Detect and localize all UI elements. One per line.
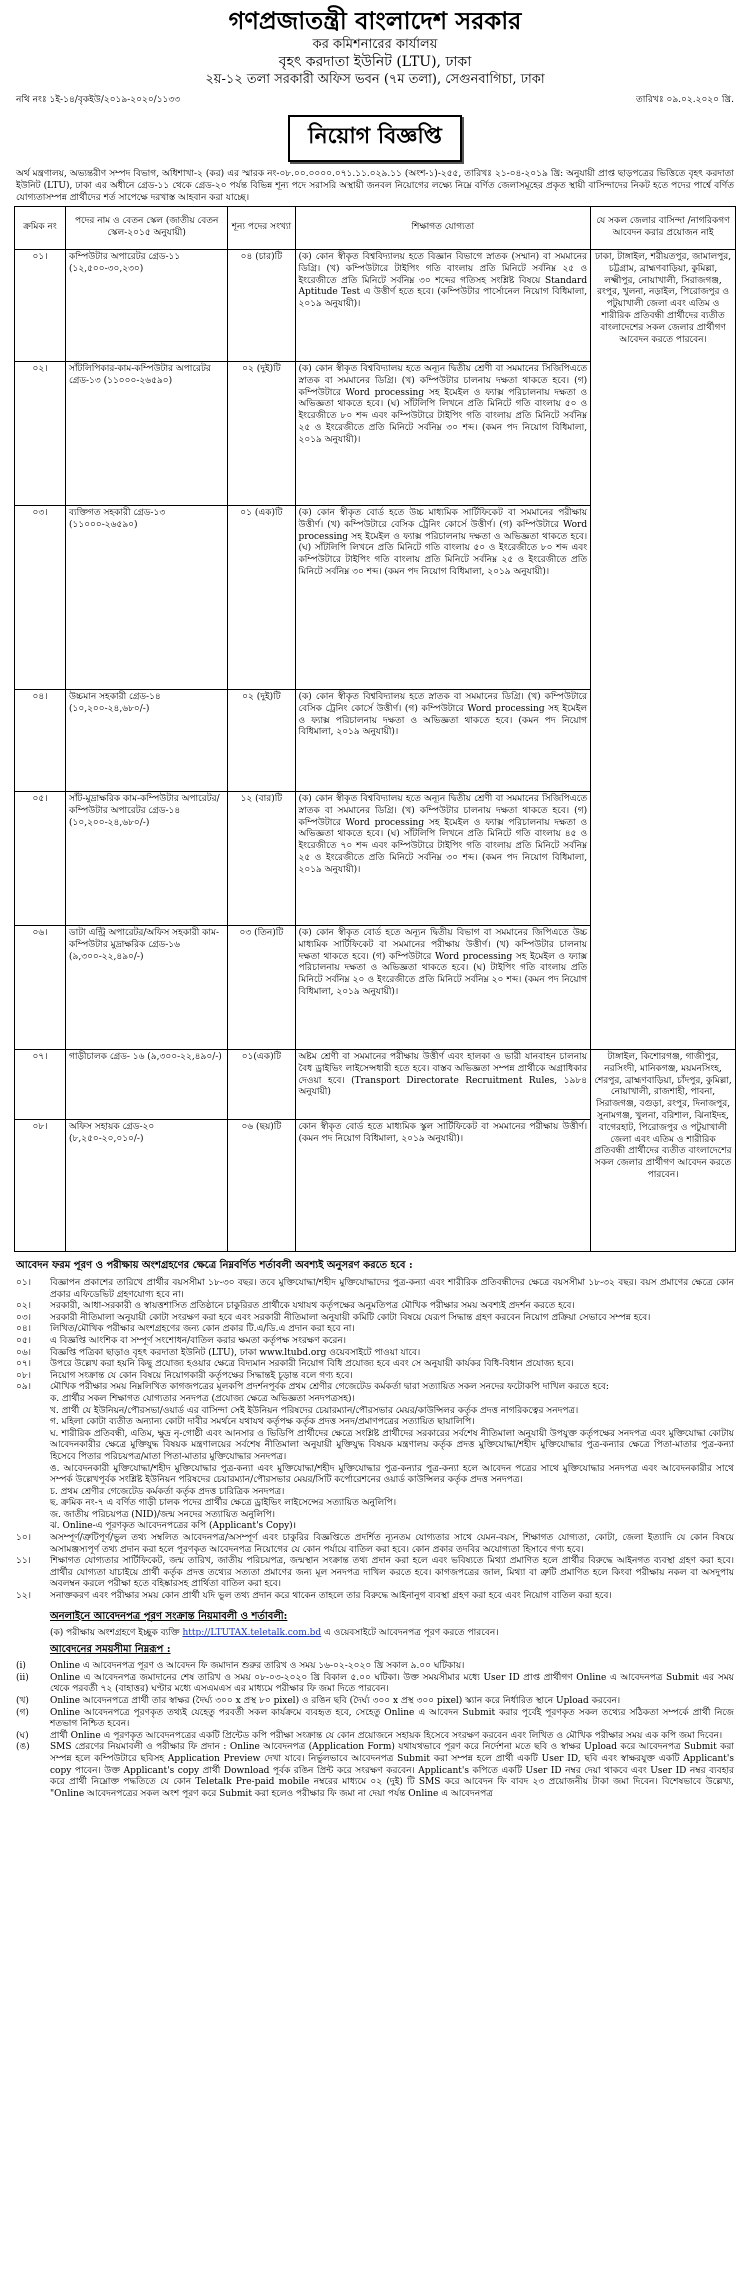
notice-title: নিয়োগ বিজ্ঞপ্তি (288, 115, 462, 162)
condition-number: ১০। (16, 1533, 31, 1544)
cell-vacancy: ১২ (বার)টি (228, 792, 295, 926)
condition-text: সনাক্তকরণ এবং পরীক্ষার সময় কোন প্রার্থী যদি ভুল তথ্য প্রদান করে থাকেন তাহলে তার বিরুদ্ধে আইনানুগ ব্যবস্থা গ্রহণ করা হবে এবং নিয়োগ বাতিল করা হবে। (50, 1591, 612, 1602)
condition-text: সরকারী নীতিমালা অনুযায়ী কোটা সংরক্ষণ করা হবে এবং সরকারী নীতিমালা অনুযায়ী কমিটি কোটা বিষয়ে যেরূপ সিদ্ধান্ত গ্রহণ করবেন নিয়োগ প্রক্রিয়া সেভাবে সম্পন্ন হবে। (50, 1312, 651, 1323)
cell-serial: ০৩। (15, 506, 66, 690)
cell-qualification (295, 926, 591, 1050)
cell-vacancy: ০১(এক)টি (228, 1050, 295, 1120)
cell-serial: ০৮। (15, 1120, 66, 1252)
condition-text: লিখিত/মৌখিক পরীক্ষার অংশগ্রহণের জন্য কোন প্রকার টি.এ/ডি.এ প্রদান করা হবে না। (50, 1324, 355, 1335)
document-item: খ. প্রার্থী যে ইউনিয়ন/পৌরসভা/ওয়ার্ড এর বাসিন্দা সেই ইউনিয়ন পরিষদের চেয়ারম্যান/পৌরসভার মেয়র/কাউন্সিলর কর্তৃক প্রদত্ত নাগরিকত্বের সনদপত্র। (50, 1405, 579, 1416)
qualification-text: (ক) কোন স্বীকৃত বোর্ড হতে উচ্চ মাধ্যমিক সার্টিফিকেট বা সমমানের পরীক্ষায় উত্তীর্ণ। (খ) কম্পিউটারে বেসিক ট্রেনিং কোর্সে উত্তীর্ণ। (গ) কম্পিউটারে Word processing সহ ইমেইল ও ফ্যাক্স পরিচালনায় দক্ষতা ও অভিজ্ঞতা থাকতে হবে। (ঘ) সাঁটলিপি লিখনে প্রতি মিনিটে গতি বাংলায় ৫০ ও ইংরেজীতে ৮০ শব্দ এবং কম্পিউটারে টাইপিং গতি বাংলায় প্রতি মিনিটে সর্বনিম্ন ২৫ ও ইংরেজীতে প্রতি মিনিটে সর্বনিম্ন ৩০ শব্দ। (কমন পদ নিয়োগ বিধিমালা, ২০১৯ অনুযায়ী)। (298, 508, 588, 577)
cell-qualification (295, 362, 591, 506)
rule-number: (ঘ) (16, 1730, 29, 1741)
cell-serial: ০১। (15, 250, 66, 362)
condition-item (16, 1313, 734, 1325)
conditions-heading: আবেদন ফরম পূরণ ও পরীক্ষায় অংশগ্রহণের ক্ষেত্রে নিম্নবর্ণিত শর্তাবলী অবশ্যই অনুসরণ করতে হবে : (16, 1260, 413, 1271)
cell-qualification (295, 1050, 591, 1120)
cell-serial: ০৫। (15, 792, 66, 926)
condition-item (16, 1371, 734, 1383)
condition-number: ০৮। (16, 1370, 31, 1381)
cell-qualification (295, 1120, 591, 1252)
qualification-text: অষ্টম শ্রেণী বা সমমানের পরীক্ষায় উত্তীর্ণ এবং হালকা ও ভারী যানবাহন চালনায় বৈধ ড্রাইভিং লাইসেন্সধারী হতে হবে। বাস্তব অভিজ্ঞতা সম্পন্ন প্রার্থীকে অগ্রাধিকার দেওয়া হবে। (Transport Directorate Recruitment Rules, ১৯৮৪ অনুযায়ী) (298, 1052, 588, 1098)
condition-text: বিজ্ঞাপন প্রকাশের তারিখে প্রার্থীর বয়সসীমা ১৮-৩০ বছর। তবে মুক্তিযোদ্ধা/শহীদ মুক্তিযোদ্ধাদের পুত্র-কন্যা এবং শারীরিক প্রতিবন্ধীদের ক্ষেত্রে বয়সসীমা ১৮-৩২ বছর। বয়স প্রমাণের ক্ষেত্রে কোন প্রকার এফিডেভিট গ্রহণযোগ্য হবে না। (50, 1278, 734, 1300)
conditions-list (14, 1278, 736, 1603)
document-item: চ. প্রথম শ্রেণীর গেজেটেড কর্মকর্তা কর্তৃক প্রদত্ত চারিত্রিক সনদপত্র। (50, 1486, 285, 1497)
condition-number: ০৯। (16, 1382, 31, 1393)
cell-post: উচ্চমান সহকারী গ্রেড-১৪ (১০,২০০-২৪,৬৮০/-) (66, 690, 228, 792)
online-website-line (50, 1628, 734, 1640)
cell-post: কম্পিউটার অপারেটর গ্রেড-১১ (১২,৫০০-৩০,২৩০) (66, 250, 228, 362)
condition-item (16, 1301, 734, 1313)
table-header-row (15, 207, 736, 250)
header-qualification: শিক্ষাগত যোগ্যতা (295, 207, 591, 250)
rule-text: Online আবেদনপত্রে প্রার্থী তার স্বাক্ষর (দৈর্ঘ্য ৩০০ x প্রস্থ ৮০ pixel) ও রঙিন ছবি (দৈর্ঘ্য ৩০০ x প্রস্থ ৩০০ pixel) স্ক্যান করে নির্ধারিত স্থানে Upload করবেন। (50, 1696, 621, 1706)
unit-name: বৃহৎ করদাতা ইউনিট (LTU), ঢাকা (278, 54, 472, 70)
government-name: গণপ্রজাতন্ত্রী বাংলাদেশ সরকার (228, 6, 522, 35)
cell-vacancy: ০২ (দুই)টি (228, 362, 295, 506)
cell-serial: ০৪। (15, 690, 66, 792)
rule-text: Online এ আবেদনপত্র পূরণ ও আবেদন ফি জমাদান শুরুর তারিখ ও সময় ১৬-০২-২০২০ খ্রি সকাল ৯.০০ ঘটিকায়। (50, 1661, 465, 1672)
condition-number: ০১। (16, 1278, 31, 1288)
condition-item (16, 1348, 734, 1360)
qualification-text: (ক) কোন স্বীকৃত বোর্ড হতে অন্যূন দ্বিতীয় বিভাগ বা সমমানের জিপিএতে উচ্চ মাধ্যমিক সার্টিফিকেট বা সমমানের পরীক্ষায় উত্তীর্ণ। (খ) কম্পিউটার চালনায় দক্ষতা থাকতে হবে। (গ) কম্পিউটারে Word processing সহ ইমেইল ও ফ্যাক্স পরিচালনায় দক্ষতা ও অভিজ্ঞতা থাকতে হবে। (ঘ) টাইপিং গতি বাংলায় প্রতি মিনিটে সর্বনিম্ন ২০ ও ইংরেজীতে প্রতি মিনিটে সর্বনিম্ন ২০ শব্দ। (কমন পদ নিয়োগ বিধিমালা, ২০১৯ অনুযায়ী)। (298, 928, 588, 997)
table-row (15, 250, 736, 362)
cell-serial: ০৭। (15, 1050, 66, 1120)
condition-item (16, 1533, 734, 1556)
rule-number: (ii) (16, 1672, 29, 1683)
rule-item (16, 1696, 734, 1708)
online-heading: অনলাইনে আবেদনপত্র পূরণ সংক্রান্ত নিয়মাবলী ও শর্তাবলী: (50, 1610, 288, 1622)
rule-text: Online এ আবেদনপত্র জমাদানের শেষ তারিখ ও সময় ০৮-০৩-২০২০ খ্রি বিকাল ৫.০০ ঘটিকা। উক্ত সময়সীমার মধ্যে User ID প্রাপ্ত প্রার্থীগণ Online এ আবেদনপত্র Submit এর সময় থেকে পরবর্তী ৭২ (বাহাত্তর) ঘণ্টার মধ্যে এসএমএস এর মাধ্যমে পরীক্ষার ফি জমা দিতে পারবেন। (50, 1672, 734, 1695)
cell-vacancy: ০২ (দুই)টি (228, 690, 295, 792)
cell-districts-a: ঢাকা, টাঙ্গাইল, শরীয়তপুর, জামালপুর, চট্টগ্রাম, ব্রাহ্মণবাড়িয়া, কুমিল্লা, লক্ষ্মীপুর, নোয়াখালী, সিরাজগঞ্জ, রংপুর, খুলনা, নড়াইল, পিরোজপুর ও পটুয়াখালী জেলা এবং এতিম ও শারীরিক প্রতিবন্ধী প্রার্থীদের ব্যতীত বাংলাদেশের সকল জেলার প্রার্থীগণ আবেদন করতে পারবেন। (591, 250, 736, 1050)
condition-item (16, 1278, 734, 1301)
condition-item (16, 1556, 734, 1591)
document-item: ঝ. Online-এ পূরণকৃত আবেদনপত্রের কপি (Applicant's Copy)। (50, 1521, 297, 1532)
condition-number: ০৭। (16, 1359, 31, 1370)
application-website-link[interactable]: http://LTUTAX.teletalk.com.bd (182, 1627, 322, 1638)
header-serial: ক্রমিক নং (15, 207, 66, 250)
cell-post: গাড়ীচালক গ্রেড- ১৬ (৯,৩০০-২২,৪৯০/-) (66, 1050, 228, 1120)
cell-vacancy: ০৩ (তিন)টি (228, 926, 295, 1050)
cell-post: অফিস সহায়ক গ্রেড-২০ (৮,২৫০-২০,০১০/-) (66, 1120, 228, 1252)
condition-text: উপরে উল্লেখ করা হয়নি কিছু প্রযোজ্য হওয়ার ক্ষেত্রে বিদ্যমান সরকারী নিয়োগ বিধি প্রযোজ্য হবে এবং সে অনুযায়ী কার্যকর বিধি-বিধান প্রযোজ্য হবে। (50, 1359, 574, 1370)
condition-text: মৌখিক পরীক্ষার সময় নিম্নলিখিত কাগজপত্রের মূলকপি প্রদর্শনপূর্বক প্রথম শ্রেণীর গেজেটেড কর্মকর্তা দ্বারা সত্যায়িত সকল সনদের ফটোকপি দাখিল করতে হবে: (50, 1382, 609, 1393)
cell-qualification (295, 690, 591, 792)
condition-text: এ বিজ্ঞপ্তি আংশিক বা সম্পূর্ণ সংশোধন/বাতিল করার ক্ষমতা কর্তৃপক্ষ সংরক্ষণ করেন। (50, 1335, 346, 1346)
document-item: ঘ. শারীরিক প্রতিবন্ধী, এতিম, ক্ষুদ্র নৃ-গোষ্ঠী এবং আনসার ও ভিডিপি প্রার্থীদের ক্ষেত্রে সংশ্লিষ্ট প্রার্থীদের সরকারের সর্বশেষ নীতিমালা অনুযায়ী উপযুক্ত কর্তৃপক্ষের সনদপত্র এবং মুক্তিযোদ্ধা কোটায় আবেদনকারীর ক্ষেত্রে মুক্তিযুদ্ধ বিষয়ক মন্ত্রণালয়ের সর্বশেষ নীতিমালা অনুযায়ী মুক্তিযুদ্ধ বিষয়ক মন্ত্রণালয় কর্তৃক প্রদত্ত মুক্তিযোদ্ধা/শহীদ মুক্তিযোদ্ধার পুত্র-কন্যার ক্ষেত্রে পিতা-মাতার পুত্র-কন্যা হিসেবে পিতার পরিচয়পত্র/মাতা পিতা-মাতার মুক্তিযোদ্ধার সনদপত্র। (50, 1428, 734, 1462)
document-item: জ. জাতীয় পরিচয়পত্র (NID)/জন্ম সনদের সত্যায়িত অনুলিপি। (50, 1509, 275, 1520)
document-item: ক. প্রার্থীর সকল শিক্ষাগত যোগ্যতার সনদপত্র (প্রযোজ্য ক্ষেত্রে অভিজ্ঞতা সনদপত্রসহ)। (50, 1393, 355, 1404)
qualification-text: (ক) কোন স্বীকৃত বিশ্ববিদ্যালয় হতে অন্যূন দ্বিতীয় শ্রেণী বা সমমানের সিজিপিএতে স্নাতক বা সমমানের ডিগ্রি। (খ) কম্পিউটার চালনায় দক্ষতা থাকতে হবে। (গ) কম্পিউটারে Word processing সহ ইমেইল ও ফ্যাক্স পরিচালনায় দক্ষতা ও অভিজ্ঞতা থাকতে হবে। (ঘ) সাঁটলিপি লিখনে প্রতি মিনিটে গতি বাংলায় ৫০ ও ইংরেজীতে ৮০ শব্দ এবং কম্পিউটারে টাইপিং গতি বাংলায় প্রতি মিনিটে সর্বনিম্ন ২৫ ও ইংরেজীতে প্রতি মিনিটে সর্বনিম্ন ৩০ শব্দ। (কমন পদ নিয়োগ বিধিমালা, ২০১৯ অনুযায়ী)। (298, 364, 588, 445)
qualification-text: (ক) কোন স্বীকৃত বিশ্ববিদ্যালয় হতে বিজ্ঞান বিভাগে স্নাতক (সম্মান) বা সমমানের ডিগ্রি। (খ) কম্পিউটারে টাইপিং গতি বাংলায় প্রতি মিনিটে সর্বনিম্ন ২৫ ও ইংরেজীতে প্রতি মিনিটে সর্বনিম্ন ৩০ শব্দের গতিসহ সংশ্লিষ্ট বিষয়ে Standard Aptitude Test এ উত্তীর্ণ হতে হবে। (কম্পিউটার পার্সোনেল নিয়োগ বিধিমালা, ২০১৯ অনুযায়ী)। (298, 252, 588, 310)
memo-number: নথি নংঃ ১ই-১৪/বৃকইউ/২০১৯-২০২০/১১৩৩ (16, 95, 181, 105)
qualification-text: (ক) কোন স্বীকৃত বিশ্ববিদ্যালয় হতে অন্যূন দ্বিতীয় শ্রেণী বা সমমানের সিজিপিএতে স্নাতক বা সমমানের ডিগ্রি। (খ) কম্পিউটার চালনায় দক্ষতা থাকতে হবে। (গ) কম্পিউটারে Word processing সহ ইমেইল ও ফ্যাক্স পরিচালনায় দক্ষতা ও অভিজ্ঞতা থাকতে হবে। (ঘ) সাঁটলিপি লিখনে প্রতি মিনিটে গতি বাংলায় ৪৫ ও ইংরেজীতে ৭০ শব্দ এবং কম্পিউটারে টাইপিং গতি বাংলায় প্রতি মিনিটে সর্বনিম্ন ২৫ ও ইংরেজীতে প্রতি মিনিটে সর্বনিম্ন ৩০ শব্দ। (কমন পদ নিয়োগ বিধিমালা, ২০১৯ অনুযায়ী)। (298, 794, 588, 875)
cell-vacancy: ০৬ (ছয়)টি (228, 1120, 295, 1252)
condition-number: ০২। (16, 1301, 31, 1312)
cell-post: সাঁট-মুদ্রাক্ষরিক কাম-কম্পিউটার অপারেটর/ কম্পিউটার অপারেটর গ্রেড-১৪ (১০,২০০-২৪,৬৮০/-) (66, 792, 228, 926)
cell-serial: ০৬। (15, 926, 66, 1050)
condition-number: ১১। (16, 1556, 31, 1567)
deadline-heading: আবেদনের সময়সীমা নিম্নরূপ : (50, 1644, 171, 1656)
cell-qualification (295, 506, 591, 690)
rule-item (16, 1742, 734, 1800)
cell-vacancy: ০৪ (চার)টি (228, 250, 295, 362)
condition-item (16, 1591, 734, 1603)
cell-post: ব্যক্তিগত সহকারী গ্রেড-১৩ (১১০০০-২৬৫৯০) (66, 506, 228, 690)
intro-paragraph: অর্থ মন্ত্রণালয়, অভ্যন্তরীণ সম্পদ বিভাগ, অধিশাখা-২ (কর) এর স্মারক নং-০৮.০০.০০০০.০৭১.১১.০২৯.১১ (অংশ-১)-২৫৫, তারিখঃ ২১-০৪-২০১৯ খ্রি: অনুযায়ী প্রাপ্ত ছাড়পত্রের ভিত্তিতে বৃহৎ করদাতা ইউনিট (LTU), ঢাকা এর অধীনে গ্রেড-১১ থেকে গ্রেড-২০ পর্যন্ত বিভিন্ন শূন্য পদে সরাসরি অস্থায়ী জনবল নিয়োগের লক্ষ্যে নিম্নে বর্ণিত জেলাসমূহের প্রকৃত স্থায়ী বাসিন্দাদের নিকট হতে পদের পার্শ্বে বর্ণিত যোগ্যতাসম্পন্ন প্রার্থীদের শর্ত সাপেক্ষে দরখাস্ত আহবান করা যাচ্ছে। (16, 169, 734, 203)
condition-number: ০৩। (16, 1312, 31, 1323)
qualification-text: কোন স্বীকৃত বোর্ড হতে মাধ্যমিক স্কুল সার্টিফিকেট বা সমমানের পরীক্ষায় উত্তীর্ণ। (কমন পদ নিয়োগ বিধিমালা, ২০১৯ অনুযায়ী)। (298, 1122, 588, 1144)
condition-number: ০৪। (16, 1324, 31, 1335)
header-vacancy: শূন্য পদের সংখ্যা (228, 207, 295, 250)
cell-qualification (295, 792, 591, 926)
condition-item (16, 1382, 734, 1394)
document-item: ঙ. আবেদনকারী মুক্তিযোদ্ধা/শহীদ মুক্তিযোদ্ধার পুত্র-কন্যা এবং মুক্তিযোদ্ধা/শহীদ মুক্তিযোদ্ধার পুত্র-কন্যার পুত্র-কন্যা হলে আবেদন পত্রের সাথে মুক্তিযোদ্ধার সনদপত্র এবং আবেদনকারীর সাথে সম্পর্ক উল্লেখপূর্বক সংশ্লিষ্ট ইউনিয়ন পরিষদের চেয়ারম্যান/পৌরসভার মেয়র/সিটি কর্পোরেশনের ওয়ার্ড কাউন্সিলর কর্তৃক প্রদত্ত সনদপত্র। (50, 1463, 734, 1486)
condition-number: ০৬। (16, 1347, 31, 1358)
cell-post: সাঁটলিপিকার-কাম-কম্পিউটার অপারেটর গ্রেড-১৩ (১১০০০-২৬৫৯০) (66, 362, 228, 506)
condition-item (16, 1324, 734, 1336)
rule-text: Online আবেদনপত্রে পূরণকৃত তথ্যই যেহেতু পরবর্তী সকল কার্যক্রমে ব্যবহৃত হবে, সেহেতু Online এ আবেদন Submit করার পূর্বেই পূরণকৃত সকল তথ্যের সঠিকতা সম্পর্কে প্রার্থী নিজে শতভাগ নিশ্চিত হবেন। (50, 1707, 734, 1730)
cell-serial: ০২। (15, 362, 66, 506)
cell-vacancy: ০১ (এক)টি (228, 506, 295, 690)
header-post: পদের নাম ও বেতন স্কেল (জাতীয় বেতন স্কেল-২০১৫ অনুযায়ী) (66, 207, 228, 250)
rule-text: প্রার্থী Online এ পূরণকৃত আবেদনপত্রের একটি প্রিন্টেড কপি পরীক্ষা সংক্রান্ত যে কোন প্রয়োজনে সহায়ক হিসেবে সংরক্ষণ করবেন এবং লিখিত ও মৌখিক পরীক্ষার সময় এক কপি জমা দিবেন। (50, 1730, 723, 1741)
condition-item (16, 1359, 734, 1371)
condition-number: ১২। (16, 1591, 31, 1602)
rule-item (16, 1661, 734, 1673)
memo-line (14, 92, 736, 107)
condition-text: সরকারী, আধা-সরকারী ও স্বায়ত্তশাসিত প্রতিষ্ঠানে চাকুরিরত প্রার্থীকে যথাযথ কর্তৃপক্ষের অনুমতিপত্র মৌখিক পরীক্ষার সময় অবশ্যই প্রদর্শন করতে হবে। (50, 1301, 575, 1312)
letterhead (14, 0, 736, 88)
memo-date: তারিখঃ ০৯.০২.২০২০ খ্রি. (636, 95, 734, 105)
rule-number: (খ) (16, 1696, 29, 1706)
condition-text: নিয়োগ সংক্রান্ত যে কোন বিষয়ে নিয়োগকারী কর্তৃপক্ষের সিদ্ধান্তই চূড়ান্ত বলে গণ্য হবে। (50, 1370, 353, 1381)
condition-item (16, 1336, 734, 1348)
condition-text: অসম্পূর্ণ/ত্রুটিপূর্ণ/ভুল তথ্য সম্বলিত আবেদনপত্র/অসম্পূর্ণ এবং চাকুরির বিজ্ঞপ্তিতে প্রদর্শিত ন্যূনতম যোগ্যতার সাথে যেমন-বয়স, শিক্ষাগত যোগ্যতা, কোটা, জেলা ইত্যাদি যে কোন বিষয়ে অসামঞ্জস্যপূর্ণ তথ্য প্রদান করা হলে পূরণকৃত আবেদনপত্র নিয়োগের যে কোন পর্যায়ে বাতিল করা হবে। কোন প্রকার তদবির অযোগ্যতা হিসাবে গণ্য হবে। (50, 1533, 734, 1555)
condition-text: বিজ্ঞপ্তি পত্রিকা ছাড়াও বৃহৎ করদাতা ইউনিট (LTU), ঢাকা www.ltubd.org ওয়েবসাইটে পাওয়া যাবে। (50, 1347, 421, 1358)
condition-text: শিক্ষাগত যোগ্যতার সার্টিফিকেট, জন্ম তারিখ, জাতীয় পরিচয়পত্র, জন্মস্থান সংক্রান্ত তথ্য প্রদান করা হলে এবং ভবিষ্যতে মিথ্যা প্রমাণিত হলে প্রার্থীর বিরুদ্ধে আইনগত ব্যবস্থা গ্রহণ করা হবে। প্রার্থীর যোগ্যতা যাচাইয়ে প্রার্থী কর্তৃক প্রদত্ত তথ্যের সত্যতা প্রমাণের জন্য মূল সনদপত্র দাখিল করতে হবে। কাগজপত্রের জাল, মিথ্যা বা ত্রুটি প্রমাণিত হলে কিংবা পরীক্ষায় নকল বা অসদুপায় অবলম্বন করলে পরীক্ষা হতে বহিষ্কারসহ প্রার্থিতা বাতিল করা হবে। (50, 1556, 734, 1590)
rule-text: SMS প্রেরণের নিয়মাবলী ও পরীক্ষার ফি প্রদান : Online আবেদনপত্র (Application Form) যথাযথভাবে পূরণ করে নির্দেশনা মতে ছবি ও স্বাক্ষর Upload করে আবেদনপত্র Submit করা সম্পন্ন হলে কম্পিউটারে ছবিসহ Application Preview দেখা যাবে। নির্ভুলভাবে আবেদনপত্র Submit করা সম্পন্ন হলে প্রার্থী একটি User ID, ছবি এবং স্বাক্ষরযুক্ত একটি Applicant's copy পাবেন। উক্ত Applicant's copy প্রার্থী Download পূর্বক রঙিন প্রিন্ট করে সংরক্ষণ করবেন। Applicant's কপিতে একটি User ID নম্বর দেয়া থাকবে এবং User ID নম্বর ব্যবহার করে প্রার্থী নিম্নোক্ত পদ্ধতিতে যে কোন Teletalk Pre-paid mobile নম্বরের মাধ্যমে ০২ (দুই) টি SMS করে আবেদন ফি বাবদ ২৩ প্রয়োজনীয় টাকা জমা দিবেন। বিশেষভাবে উল্লেখ্য, "Online আবেদনপত্রের সকল অংশ পূরণ করে Submit করা হলেও পরীক্ষার ফি জমা না দেয়া পর্যন্ত Online এ আবেদনপত্র (50, 1742, 734, 1799)
table-row (15, 1050, 736, 1120)
office-name: কর কমিশনারের কার্যালয় (312, 37, 438, 52)
rule-number: (ঙ) (16, 1742, 30, 1753)
rule-number: (গ) (16, 1707, 29, 1718)
rule-number: (i) (16, 1661, 26, 1672)
vacancy-table (14, 206, 736, 1252)
online-rules-list (14, 1661, 736, 1800)
cell-post: ডাটা এন্ট্রি অপারেটর/অফিস সহকারী কাম-কম্পিউটার মুদ্রাক্ষরিক গ্রেড-১৬ (৯,৩০০-২২,৪৯০/-) (66, 926, 228, 1050)
website-line-pre: (ক) পরীক্ষায় অংশগ্রহণে ইচ্ছুক ব্যক্তি (50, 1627, 180, 1638)
condition-number: ০৫। (16, 1335, 31, 1346)
website-line-post: এ ওয়েবসাইটে আবেদনপত্র পূরণ করতে পারবেন। (324, 1627, 499, 1638)
cell-districts-b: টাঙ্গাইল, কিশোরগঞ্জ, গাজীপুর, নরসিংদী, মানিকগঞ্জ, ময়মনসিংহ, শেরপুর, ব্রাহ্মণবাড়িয়া, চাঁদপুর, কুমিল্লা, নোয়াখালী, রাজশাহী, পাবনা, সিরাজগঞ্জ, বগুড়া, রংপুর, দিনাজপুর, সুনামগঞ্জ, খুলনা, বরিশাল, ঝিনাইদহ, বাগেরহাট, পিরোজপুর ও পটুয়াখালী জেলা এবং এতিম ও শারীরিক প্রতিবন্ধী প্রার্থীদের ব্যতীত বাংলাদেশের সকল জেলার প্রার্থীগণ আবেদন করতে পারবেন। (591, 1050, 736, 1252)
cell-qualification (295, 250, 591, 362)
rule-item (16, 1731, 734, 1743)
qualification-text: (ক) কোন স্বীকৃত বিশ্ববিদ্যালয় হতে স্নাতক বা সমমানের ডিগ্রি। (খ) কম্পিউটারে বেসিক ট্রেনিং কোর্সে উত্তীর্ণ। (গ) কম্পিউটারে Word processing সহ ইমেইল ও ফ্যাক্স পরিচালনায় দক্ষতা ও অভিজ্ঞতা থাকতে হবে। (কমন পদ নিয়োগ বিধিমালা, ২০১৯ অনুযায়ী)। (298, 692, 588, 738)
rule-item (16, 1673, 734, 1696)
document-item: ছ. ক্রমিক নং-৭ এ বর্ণিত গাড়ী চালক পদের প্রার্থীর ক্ষেত্রে ড্রাইভিং লাইসেন্সের সত্যায়িত অনুলিপি। (50, 1498, 397, 1509)
document-item: গ. মহিলা কোটা ব্যতীত অন্যান্য কোটা দাবীর সমর্থনে যথাযথ কর্তৃপক্ষ কর্তৃক প্রদত্ত সনদ/প্রমাণপত্রের সত্যায়িত ছায়ালিপি। (50, 1417, 475, 1428)
header-districts: যে সকল জেলার বাসিন্দা /নাগরিকগণ আবেদন করার প্রয়োজন নাই (591, 207, 736, 250)
rule-item (16, 1708, 734, 1731)
office-address: ২য়-১২ তলা সরকারী অফিস ভবন (৭ম তলা), সেগুনবাগিচা, ঢাকা (205, 72, 545, 87)
